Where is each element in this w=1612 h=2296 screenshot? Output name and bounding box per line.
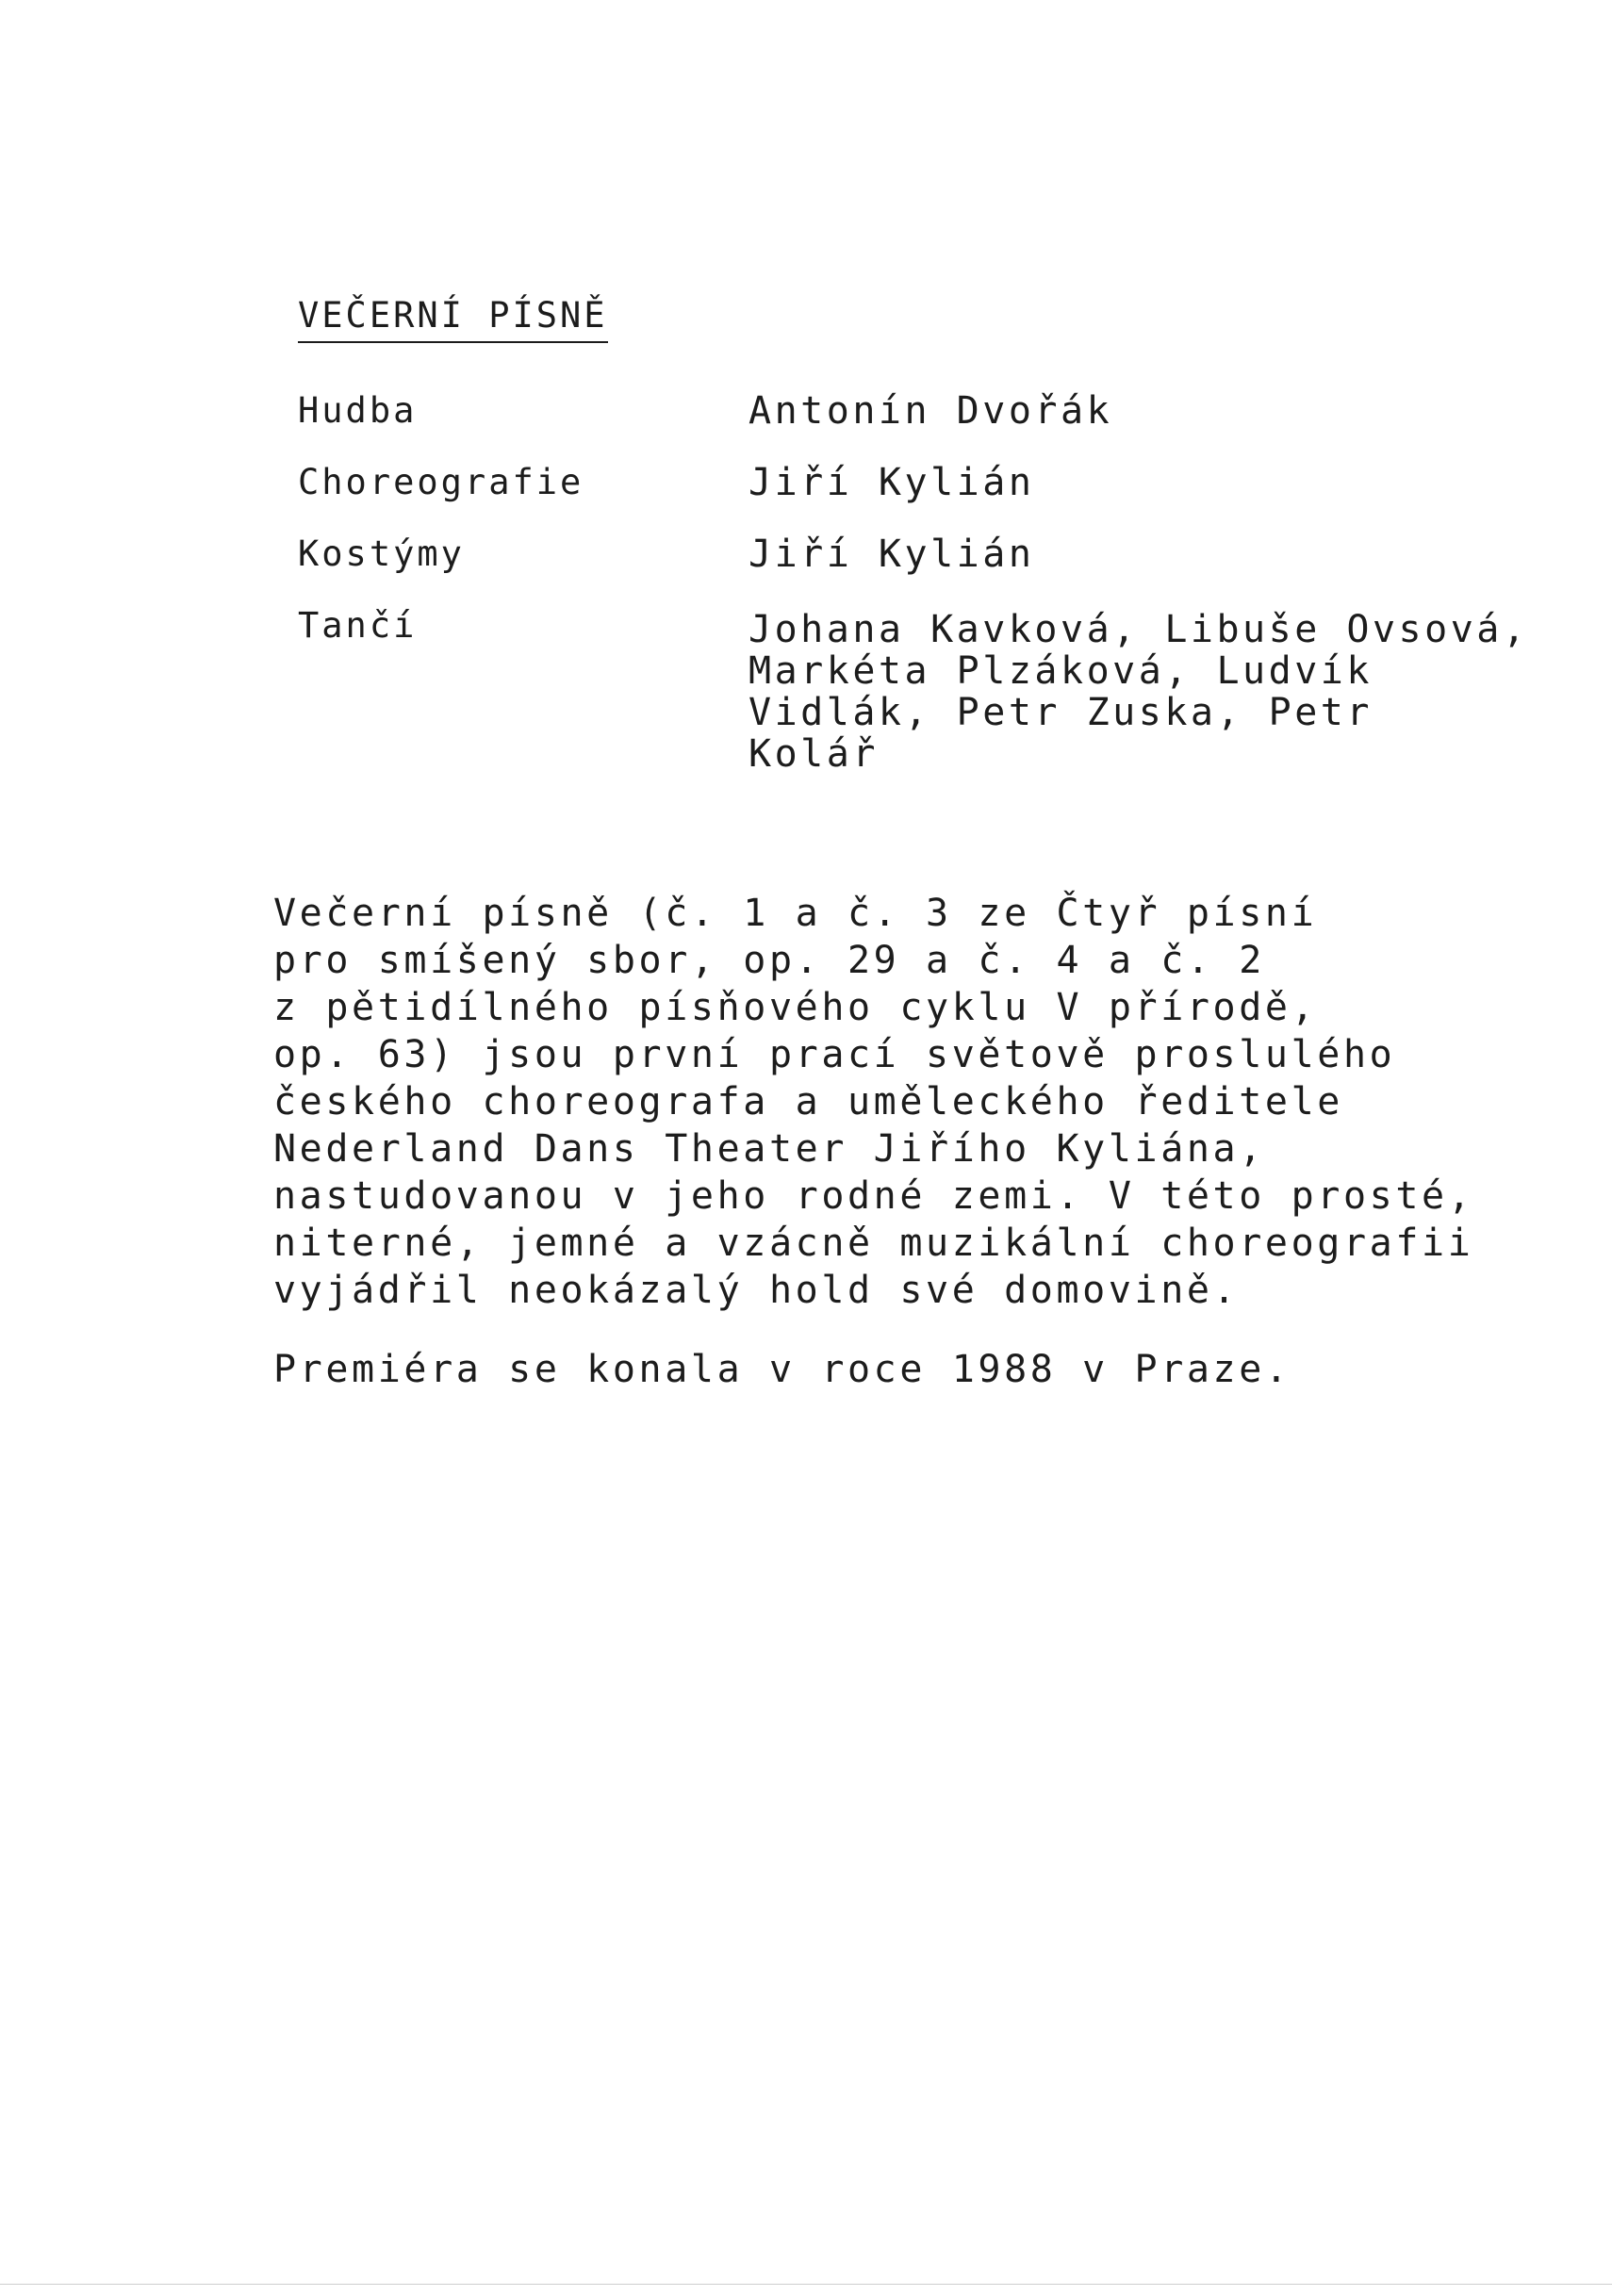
credit-row-costumes: [298, 518, 1599, 590]
credits-table: [298, 375, 1599, 775]
document-title: VEČERNÍ PÍSNĚ: [298, 294, 608, 343]
credit-row-music: [298, 375, 1599, 447]
description-line: niterné, jemné a vzácně muzikální choreografii: [273, 1222, 1474, 1265]
description-paragraph: [273, 890, 1593, 1314]
dancers-line: Johana Kavková, Libuše Ovsová,: [748, 608, 1529, 651]
credit-label: Hudba: [298, 390, 418, 431]
credit-row-choreography: [298, 447, 1599, 518]
description-line: pro smíšený sbor, op. 29 a č. 4 a č. 2: [273, 939, 1265, 982]
credit-label: Kostýmy: [298, 533, 465, 574]
description-line: op. 63) jsou první prací světově proslulého: [273, 1033, 1396, 1076]
credit-label: Tančí: [298, 605, 418, 646]
page-edge-line: [0, 2284, 1612, 2285]
premiere-note: Premiéra se konala v roce 1988 v Praze.: [273, 1348, 1291, 1391]
credit-value: Jiří Kylián: [748, 461, 1035, 504]
description-line: vyjádřil neokázalý hold své domovině.: [273, 1269, 1240, 1312]
credit-value: Antonín Dvořák: [748, 389, 1113, 433]
dancers-line: Markéta Plzáková, Ludvík: [748, 649, 1373, 693]
description-line: českého choreografa a uměleckého ředitele: [273, 1080, 1343, 1123]
description-line: Večerní písně (č. 1 a č. 3 ze Čtyř písní: [273, 892, 1318, 935]
description-line: z pětidílného písňového cyklu V přírodě,: [273, 986, 1318, 1029]
credit-row-dancers: [298, 590, 1599, 775]
credit-value: Jiří Kylián: [748, 533, 1035, 576]
dancers-line: Vidlák, Petr Zuska, Petr: [748, 691, 1373, 734]
description-line: Nederland Dans Theater Jiřího Kyliána,: [273, 1127, 1265, 1171]
credit-label: Choreografie: [298, 462, 584, 502]
dancers-list: [748, 590, 1597, 775]
description-line: nastudovanou v jeho rodné zemi. V této prosté,: [273, 1174, 1474, 1218]
dancers-line: Kolář: [748, 732, 879, 776]
